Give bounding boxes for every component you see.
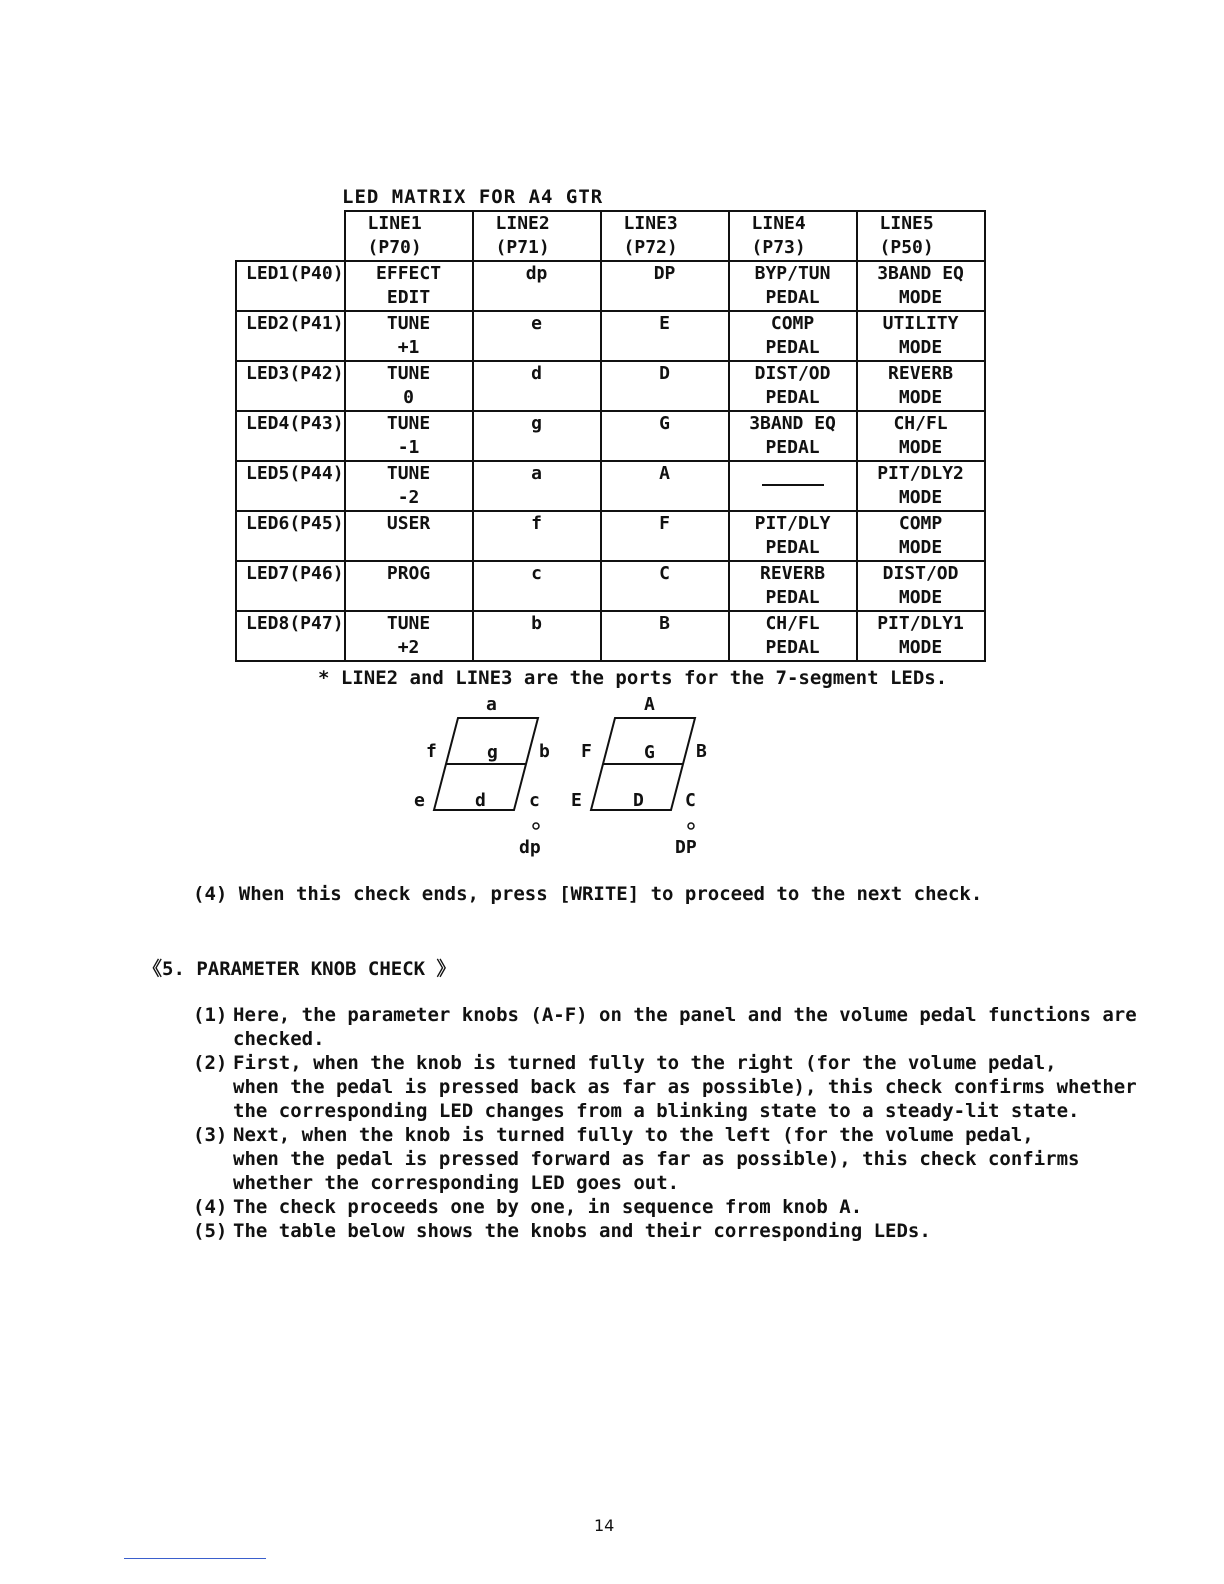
label-f-right: F: [581, 741, 592, 762]
column-header-line4: LINE4 (P73): [729, 211, 857, 261]
table-cell: 3BAND EQ MODE: [857, 261, 985, 311]
table-cell: COMP PEDAL: [729, 311, 857, 361]
list-item-number: (1): [193, 1004, 228, 1026]
label-d-right: D: [633, 790, 644, 811]
row-header: LED1(P40): [236, 261, 345, 311]
matrix-title: LED MATRIX FOR A4 GTR: [342, 186, 604, 208]
table-row: [236, 261, 985, 311]
decimal-point-right: [688, 823, 694, 829]
table-cell: b: [473, 611, 601, 661]
seven-segment-left: [434, 718, 538, 810]
label-b-right: B: [696, 741, 707, 762]
table-cell: D: [601, 361, 729, 411]
list-item-text: Next, when the knob is turned fully to the left (for the volume pedal, when the pedal is pressed forward as far as possible), this check confirms whether the corresponding LED goes out.: [233, 1124, 1080, 1194]
row-header: LED4(P43): [236, 411, 345, 461]
table-cell: G: [601, 411, 729, 461]
column-header-line5: LINE5 (P50): [857, 211, 985, 261]
table-cell: BYP/TUN PEDAL: [729, 261, 857, 311]
table-row: [236, 461, 985, 511]
row-header: LED6(P45): [236, 511, 345, 561]
table-row: [236, 511, 985, 561]
table-cell: C: [601, 561, 729, 611]
table-cell: DP: [601, 261, 729, 311]
list-item-number: (5): [193, 1220, 228, 1242]
column-header-line2: LINE2 (P71): [473, 211, 601, 261]
column-header-line3: LINE3 (P72): [601, 211, 729, 261]
label-g-left: g: [487, 742, 498, 763]
table-cell: A: [601, 461, 729, 511]
table-cell: DIST/OD MODE: [857, 561, 985, 611]
label-b-left: b: [539, 741, 550, 762]
decimal-point-left: [533, 823, 539, 829]
list-item: [193, 1051, 1137, 1123]
table-header-row: [236, 211, 985, 261]
table-cell: PIT/DLY1 MODE: [857, 611, 985, 661]
label-e-left: e: [414, 790, 425, 811]
unused-dash: [762, 484, 824, 486]
table-cell: c: [473, 561, 601, 611]
table-cell: TUNE 0: [345, 361, 473, 411]
table-corner: [236, 211, 345, 261]
table-cell: F: [601, 511, 729, 561]
table-cell: PIT/DLY2 MODE: [857, 461, 985, 511]
table-cell: a: [473, 461, 601, 511]
table-cell: EFFECT EDIT: [345, 261, 473, 311]
step-4-text: (4) When this check ends, press [WRITE] to proceed to the next check.: [193, 883, 983, 905]
table-cell: e: [473, 311, 601, 361]
label-e-right: E: [571, 790, 582, 811]
list-item: [193, 1195, 1137, 1219]
table-cell: B: [601, 611, 729, 661]
table-cell-unused: [729, 461, 857, 511]
section-heading: 《5. PARAMETER KNOB CHECK 》: [143, 958, 456, 980]
label-g-right: G: [644, 742, 655, 763]
list-item-text: The table below shows the knobs and their corresponding LEDs.: [233, 1220, 931, 1242]
label-c-right: C: [685, 790, 696, 811]
led-matrix-table: [235, 210, 986, 662]
table-cell: PIT/DLY PEDAL: [729, 511, 857, 561]
table-row: [236, 361, 985, 411]
table-row: [236, 411, 985, 461]
row-header: LED8(P47): [236, 611, 345, 661]
table-cell: TUNE +2: [345, 611, 473, 661]
list-item-number: (4): [193, 1196, 228, 1218]
table-cell: REVERB MODE: [857, 361, 985, 411]
table-cell: dp: [473, 261, 601, 311]
seven-segment-diagram: [380, 690, 740, 865]
list-item-text: First, when the knob is turned fully to the right (for the volume pedal, when the pedal is pressed back as far as possible), this check confirms whether the corresponding LED changes from a blinking state to a steady-lit state.: [233, 1052, 1137, 1122]
footer-rule: [124, 1558, 266, 1559]
table-cell: CH/FL PEDAL: [729, 611, 857, 661]
table-cell: UTILITY MODE: [857, 311, 985, 361]
table-cell: 3BAND EQ PEDAL: [729, 411, 857, 461]
table-cell: f: [473, 511, 601, 561]
list-item-number: (2): [193, 1052, 228, 1074]
label-c-left: c: [529, 790, 540, 811]
list-item: [193, 1123, 1137, 1195]
page-number: 14: [594, 1516, 615, 1535]
check-steps-list: [193, 1003, 1137, 1243]
list-item: [193, 1219, 1137, 1243]
row-header: LED5(P44): [236, 461, 345, 511]
label-d-left: d: [475, 790, 486, 811]
list-item-number: (3): [193, 1124, 228, 1146]
table-row: [236, 611, 985, 661]
list-item: [193, 1003, 1137, 1051]
list-item-text: The check proceeds one by one, in sequence from knob A.: [233, 1196, 863, 1218]
segment-note: * LINE2 and LINE3 are the ports for the 7-segment LEDs.: [318, 667, 948, 689]
table-cell: REVERB PEDAL: [729, 561, 857, 611]
table-cell: TUNE +1: [345, 311, 473, 361]
table-cell: g: [473, 411, 601, 461]
label-f-left: f: [426, 741, 437, 762]
table-cell: COMP MODE: [857, 511, 985, 561]
row-header: LED7(P46): [236, 561, 345, 611]
column-header-line1: LINE1 (P70): [345, 211, 473, 261]
table-row: [236, 311, 985, 361]
table-cell: DIST/OD PEDAL: [729, 361, 857, 411]
label-dp-right: DP: [675, 837, 697, 858]
table-cell: TUNE -1: [345, 411, 473, 461]
table-cell: PROG: [345, 561, 473, 611]
row-header: LED2(P41): [236, 311, 345, 361]
table-cell: d: [473, 361, 601, 411]
table-cell: USER: [345, 511, 473, 561]
table-cell: CH/FL MODE: [857, 411, 985, 461]
table-cell: TUNE -2: [345, 461, 473, 511]
label-a-right: A: [644, 694, 655, 715]
label-dp-left: dp: [519, 837, 541, 858]
label-a-left: a: [486, 694, 497, 715]
table-row: [236, 561, 985, 611]
table-cell: E: [601, 311, 729, 361]
list-item-text: Here, the parameter knobs (A-F) on the panel and the volume pedal functions are checked.: [233, 1004, 1137, 1050]
row-header: LED3(P42): [236, 361, 345, 411]
